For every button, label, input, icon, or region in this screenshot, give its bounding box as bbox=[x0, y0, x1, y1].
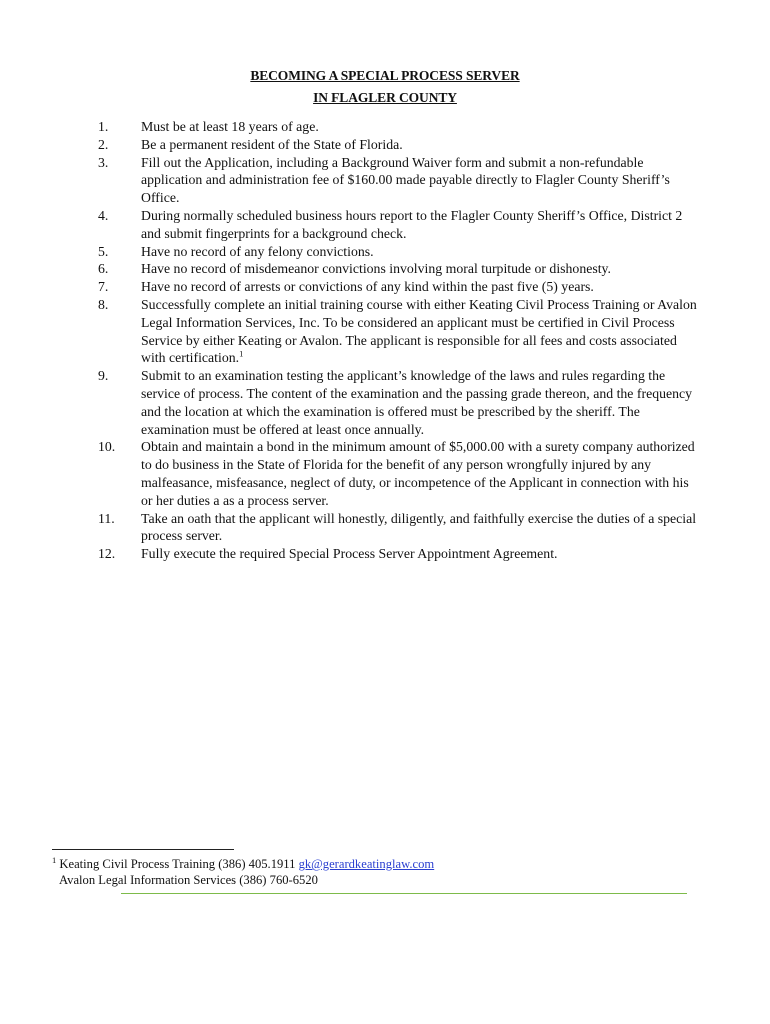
item-number: 3. bbox=[98, 154, 109, 170]
item-text: Fully execute the required Special Process Server Appointment Agreement. bbox=[141, 546, 558, 562]
item-text: Have no record of any felony convictions. bbox=[141, 243, 374, 259]
item-number: 5. bbox=[98, 243, 109, 259]
footnote-keating-text: Keating Civil Process Training (386) 405.1911 bbox=[59, 857, 299, 871]
footnote-email-link[interactable]: gk@gerardkeatinglaw.com bbox=[298, 857, 435, 871]
item-text: Fill out the Application, including a Background Waiver form and submit a non-refundable application and administration fee of $160.00 made payable directly to Flagler County Sheriff’s Office. bbox=[141, 154, 670, 206]
item-text: Obtain and maintain a bond in the minimum amount of $5,000.00 with a surety company authorized to do business in the State of Florida for the benefit of any person wrongfully injured by any malfeasance, misfeasance, neglect of duty, or incompetence of the Applicant in connection with his or her duties a as a process server. bbox=[141, 439, 695, 508]
requirements-list bbox=[98, 118, 698, 563]
item-number: 12. bbox=[98, 546, 116, 562]
list-item bbox=[98, 136, 698, 154]
item-number: 1. bbox=[98, 119, 109, 134]
item-number: 4. bbox=[98, 207, 109, 223]
item-text: Submit to an examination testing the applicant’s knowledge of the laws and rules regarding the service of process. The content of the examination and the passing grade thereon, and the frequency and the location at which the examination is offered must be prescribed by the sheriff. The examination must be offered at least once annually. bbox=[141, 368, 693, 437]
item-number: 2. bbox=[98, 136, 109, 152]
list-item bbox=[98, 296, 698, 367]
item-number: 6. bbox=[98, 261, 109, 277]
document-title-line-2: IN FLAGLER COUNTY bbox=[313, 90, 457, 105]
footnote bbox=[52, 856, 434, 888]
list-item bbox=[98, 207, 698, 243]
list-item bbox=[98, 510, 698, 546]
list-item bbox=[98, 367, 698, 438]
list-item bbox=[98, 154, 698, 207]
document-title-line-1: BECOMING A SPECIAL PROCESS SERVER bbox=[250, 68, 520, 83]
item-text: Be a permanent resident of the State of Florida. bbox=[141, 136, 403, 152]
list-item bbox=[98, 260, 698, 278]
item-text: Take an oath that the applicant will honestly, diligently, and faithfully exercise the duties of a special process server. bbox=[141, 510, 697, 544]
list-item bbox=[98, 118, 698, 136]
footer-divider bbox=[121, 893, 687, 894]
item-number: 8. bbox=[98, 296, 109, 312]
item-text: During normally scheduled business hours report to the Flagler County Sheriff’s Office, District 2 and submit fingerprints for a background check. bbox=[141, 207, 683, 241]
item-text: Have no record of misdemeanor convictions involving moral turpitude or dishonesty. bbox=[141, 261, 612, 277]
footnote-marker: 1 bbox=[52, 854, 57, 865]
item-number: 7. bbox=[98, 279, 109, 295]
item-number: 10. bbox=[98, 439, 116, 455]
item-number: 9. bbox=[98, 368, 109, 384]
list-item bbox=[98, 438, 698, 509]
list-item bbox=[98, 278, 698, 296]
item-text: Must be at least 18 years of age. bbox=[141, 119, 319, 134]
footnote-separator bbox=[52, 849, 234, 850]
footnote-reference[interactable]: 1 bbox=[239, 348, 244, 359]
item-text: Have no record of arrests or convictions of any kind within the past five (5) years. bbox=[141, 279, 594, 295]
list-item bbox=[98, 545, 698, 563]
footnote-line-2: Avalon Legal Information Services (386) 760-6520 bbox=[59, 873, 318, 887]
footnote-line-1 bbox=[52, 856, 434, 872]
list-item bbox=[98, 243, 698, 261]
item-text: Successfully complete an initial training course with either Keating Civil Process Training or Avalon Legal Information Services, Inc. To be considered an applicant must be certified in Civil Process Service by either Keating or Avalon. The applicant is responsible for all fees and costs associated with certification. bbox=[141, 296, 697, 366]
item-number: 11. bbox=[98, 510, 115, 526]
